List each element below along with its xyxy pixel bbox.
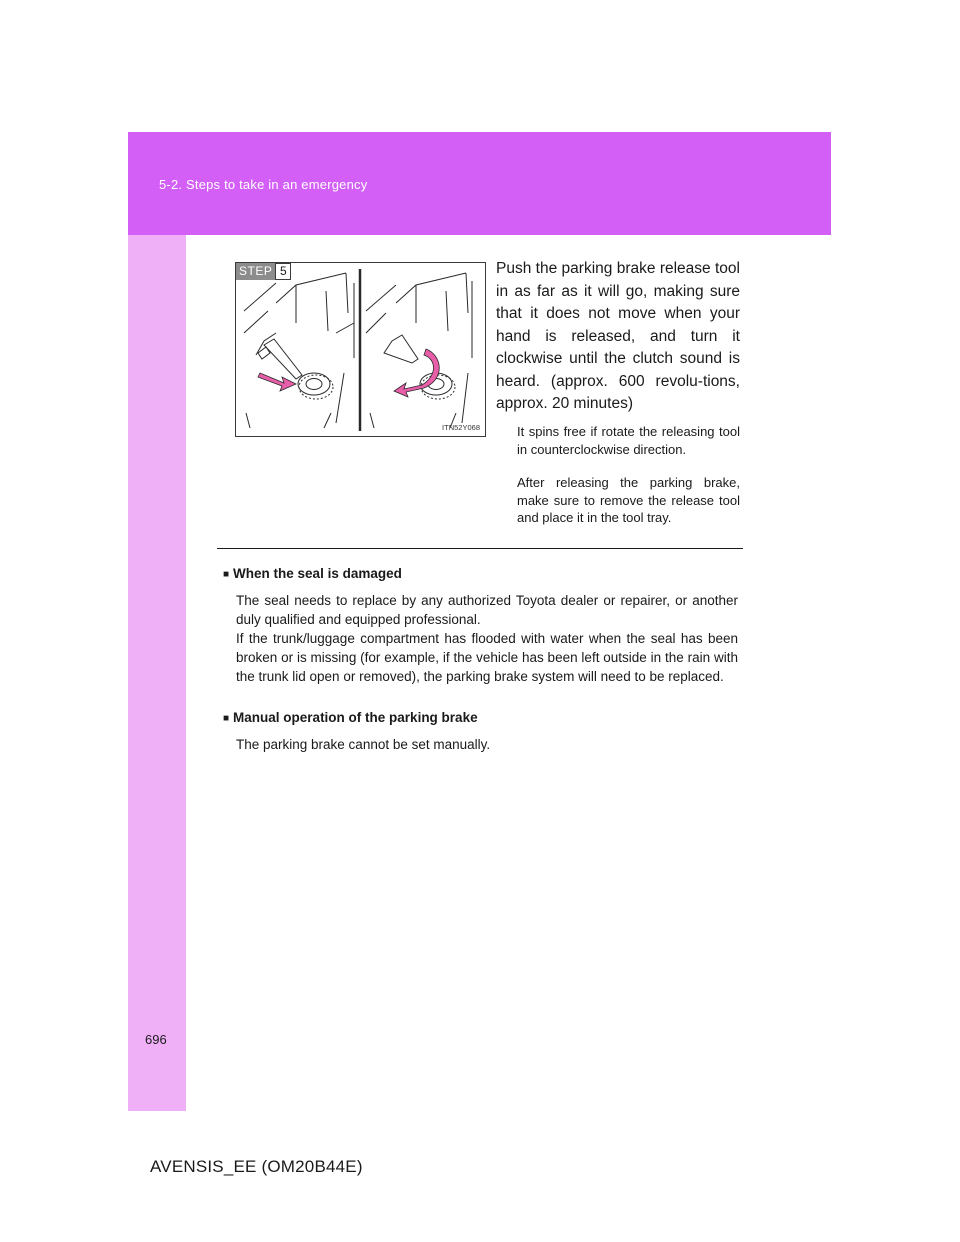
info-heading-text: Manual operation of the parking brake: [233, 710, 478, 725]
parking-brake-release-drawing: [236, 263, 485, 436]
step-instruction: Push the parking brake release tool in as far as it will go, making sure that it does not move when your hand is released, and turn it clockwise until the clutch sound is heard. (approx. 600 revolu-tions, approx. 20 minutes): [496, 260, 740, 412]
figure-code: ITN52Y068: [442, 423, 480, 432]
square-bullet-icon: ■: [223, 569, 230, 580]
step-note: After releasing the parking brake, make sure to remove the release tool and place it in the tool tray.: [517, 475, 740, 525]
step-illustration: [235, 262, 486, 437]
info-paragraph: The parking brake cannot be set manually.: [236, 737, 491, 752]
step-badge: [236, 263, 291, 280]
info-heading-text: When the seal is damaged: [233, 566, 402, 581]
info-paragraph: If the trunk/luggage compartment has flooded with water when the seal has been broken or is missing (for example, if the vehicle has been left outside in the rain with the trunk lid open or removed), the parking brake system will need to be replaced.: [236, 631, 738, 684]
info-body-manual: [236, 735, 738, 754]
footer-code: AVENSIS_EE (OM20B44E): [150, 1157, 363, 1176]
step-label: STEP: [236, 263, 275, 280]
side-band: [128, 235, 186, 1111]
section-title: 5-2. Steps to take in an emergency: [159, 177, 368, 192]
square-bullet-icon: ■: [223, 713, 230, 724]
info-body-seal: [236, 591, 738, 686]
section-divider: [217, 548, 743, 549]
info-heading-seal: [223, 566, 402, 581]
step-number: 5: [275, 263, 291, 280]
page-number: 696: [145, 1032, 167, 1047]
info-paragraph: The seal needs to replace by any authorized Toyota dealer or repairer, or another duly qualified and equipped professional.: [236, 593, 738, 627]
info-heading-manual: [223, 710, 478, 725]
step-note: It spins free if rotate the releasing tool in counterclockwise direction.: [517, 424, 740, 457]
